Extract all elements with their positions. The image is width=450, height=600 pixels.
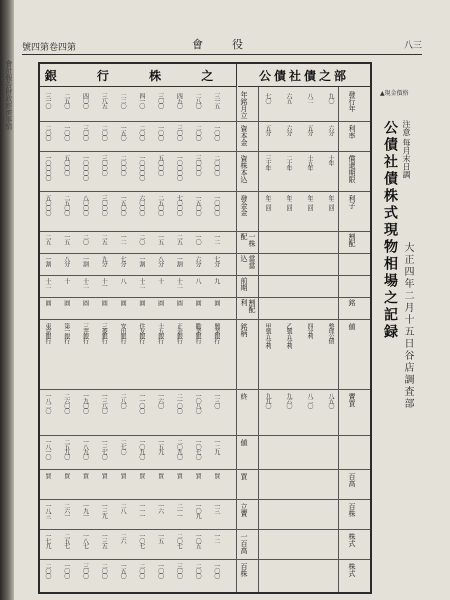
table-row <box>40 297 370 320</box>
row-values: 五分 六分 五分 六分 <box>264 125 334 135</box>
row-label: 百高 <box>348 473 356 487</box>
table-row <box>40 499 370 530</box>
row-label: 利子 <box>348 195 356 209</box>
row-values: 一〇〇〇〇 五〇〇〇 一〇〇〇〇 三〇〇〇 二〇〇〇 一〇〇〇〇 五〇〇〇 一〇〇〇〇 三〇〇〇 二〇〇〇 <box>44 155 220 180</box>
row-label: 利率 <box>348 125 356 139</box>
row-label: 資本金 <box>240 125 248 146</box>
margin-note: ▲現金價格 <box>380 90 409 97</box>
table-row <box>40 389 370 436</box>
row-label: 銘 <box>348 299 356 306</box>
row-label: 株式 <box>348 563 356 577</box>
row-values: 二〇〇 一〇〇 三〇〇 二〇〇 一五〇 二〇〇 一〇〇 三〇〇 二〇〇 一〇〇 <box>44 125 220 140</box>
row-values: 一割 八分 一割 九分 七分 一割 八分 一割 六分 七分 <box>44 256 220 266</box>
table-row <box>40 529 370 560</box>
row-label: 銘柄 <box>240 323 248 337</box>
table-row <box>40 469 370 500</box>
bank-shares-title: 銀 行 株 之 <box>40 64 237 87</box>
table-row <box>40 191 370 232</box>
table-row <box>40 87 370 122</box>
table-row <box>40 275 370 298</box>
row-label: 株式 <box>348 533 356 547</box>
bonds-title: 公債社債之部 <box>238 64 370 87</box>
record-note: 注意 每月末日調 <box>402 120 411 179</box>
table-row <box>40 151 370 192</box>
row-label: 値 <box>240 439 248 446</box>
row-label: 百株 <box>240 563 248 577</box>
side-column <box>376 62 436 592</box>
issue-number: 號四第卷四第 <box>22 43 77 53</box>
row-label: 一百高 <box>240 533 248 554</box>
row-values: 買 買 買 買 買 買 買 買 買 買 <box>44 473 220 478</box>
row-label: 年銘月立 <box>240 91 248 119</box>
row-values: 一八一〇 二五九〇 一八九〇 一三七〇 二七〇 一〇九〇 一五九 二〇九〇 一〇七〇 一二九 <box>44 439 220 459</box>
table-row <box>40 319 370 390</box>
header-title-b: 役 <box>232 38 243 51</box>
record-title: 公債社債株式現物相場之記録 <box>382 120 398 341</box>
row-values: 一八二〇 二六〇〇 一九〇〇 一三八〇 二八〇 一一〇〇 一六〇 二一〇〇 一〇八〇 一三〇 <box>44 393 220 413</box>
page-header <box>22 36 422 54</box>
row-values: 十二 十 十二 十一 八 十二 十 十二 八 九 <box>44 278 220 288</box>
row-values: 二五 一五 二〇 二五 一二 二〇 一五 二五 一〇 一二 <box>44 234 220 244</box>
row-label: 終 <box>240 393 248 400</box>
row-values: 七〇 六五 八二 九〇 <box>264 93 334 103</box>
row-label: 買 <box>240 473 248 480</box>
row-values: 甲號五分利 乙號五分利 四分利 整理公債 <box>264 323 334 348</box>
row-label: 百株 <box>348 503 356 517</box>
row-values: 一八三 二六一 一九一 一三九 二八 一一一 一六 二一一 一〇九 一三 <box>44 503 220 518</box>
row-values: 五〇〇〇 二五〇〇 八〇〇〇 三〇〇〇 一五〇〇 六〇〇〇 二五〇〇 七〇〇〇 一五〇〇 一〇〇〇 <box>44 195 220 215</box>
row-label: 資株本込 <box>240 155 248 183</box>
row-values: 圓 圓 圓 圓 圓 圓 圓 圓 圓 圓 <box>44 300 220 305</box>
row-label: 償還期限 <box>348 155 356 183</box>
table-row <box>40 435 370 470</box>
quotation-table <box>38 62 372 594</box>
table-row <box>40 559 370 592</box>
row-label: 割配利 <box>240 299 256 313</box>
row-values: 年二回 年二回 年二回 年二回 <box>264 195 334 210</box>
document-page <box>14 0 450 600</box>
row-values: 三一〇 二五〇 四〇〇 三八五 二二〇 四一〇 三〇〇 四五〇 二八〇 三一五 <box>44 93 220 108</box>
row-values: 一七九 二五七 一八七 一三五 二六 一〇七 一五 二〇七 一〇五 一二 <box>44 533 220 548</box>
table-row <box>40 253 370 276</box>
row-label: 發金金 <box>240 195 248 216</box>
row-values: 九九〇 九六〇 八二〇 八五〇 <box>264 393 334 408</box>
table-row <box>40 121 370 152</box>
row-values: 三十年 二十年 十五年 十年 <box>264 155 334 170</box>
row-values: 東京銀行 第一銀行 三井銀行 三菱銀行 安田銀行 住友銀行 十五銀行 正金銀行 勸業銀行 興業銀行 <box>44 323 220 343</box>
row-label: 値 <box>348 323 356 330</box>
row-label: 賣買 <box>348 393 356 407</box>
row-values: 二〇〇 一〇〇 三〇〇 二〇〇 一五〇 二〇〇 一〇〇 三〇〇 二〇〇 一〇〇 <box>44 563 220 578</box>
table-body <box>40 87 370 592</box>
row-label: 當當込 <box>240 255 256 269</box>
facing-page-text: 會計報告財政經濟事情 <box>5 60 13 130</box>
page-number: 八三 <box>403 41 422 51</box>
row-label: 前期 <box>240 277 248 291</box>
header-rule <box>22 54 422 55</box>
record-date: 大正四年二月十五日谷店調査部 <box>402 242 413 410</box>
header-title-a: 會 <box>192 38 209 51</box>
row-label: 立賣 <box>240 503 248 517</box>
row-label: 割配 <box>348 233 356 247</box>
row-label: 一株配 <box>240 233 256 247</box>
row-label: 發行年 <box>348 91 356 112</box>
table-row <box>40 231 370 254</box>
